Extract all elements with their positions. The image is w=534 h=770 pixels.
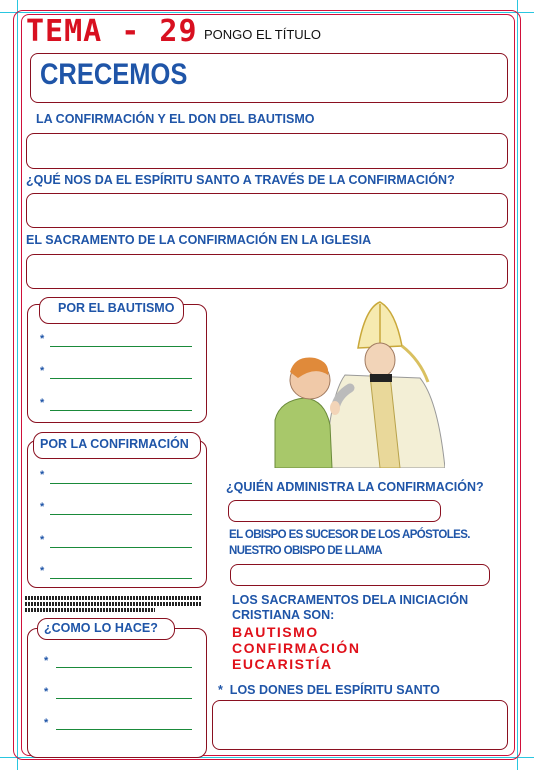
sacramento-item: EUCARISTÍA xyxy=(232,656,333,672)
question-quien: ¿QUIÉN ADMINISTRA LA CONFIRMACIÓN? xyxy=(226,480,484,494)
page-title: CRECEMOS xyxy=(40,58,188,91)
bautismo-label: POR EL BAUTISMO xyxy=(58,301,175,315)
bullet: * xyxy=(40,469,45,481)
write-line[interactable] xyxy=(56,729,192,730)
write-line[interactable] xyxy=(50,410,192,411)
bullet: * xyxy=(40,333,45,345)
question-1: LA CONFIRMACIÓN Y EL DON DEL BAUTISMO xyxy=(36,112,315,126)
header-instruction: PONGO EL TÍTULO xyxy=(204,27,322,42)
tema-title: TEMA - 29 xyxy=(26,14,198,49)
bullet: * xyxy=(44,655,49,667)
sacramento-item: BAUTISMO xyxy=(232,624,319,640)
answer-box-obispo[interactable] xyxy=(230,564,490,586)
write-line[interactable] xyxy=(50,346,192,347)
answer-box-quien[interactable] xyxy=(228,500,441,522)
write-line[interactable] xyxy=(50,578,192,579)
sacramento-item: CONFIRMACIÓN xyxy=(232,640,361,656)
write-line[interactable] xyxy=(50,547,192,548)
answer-box-dones[interactable] xyxy=(212,700,508,750)
write-line[interactable] xyxy=(50,378,192,379)
confirmacion-label: POR LA CONFIRMACIÓN xyxy=(40,437,189,451)
como-label: ¿COMO LO HACE? xyxy=(44,621,158,635)
write-line[interactable] xyxy=(50,514,192,515)
bullet: * xyxy=(40,397,45,409)
bullet: * xyxy=(44,686,49,698)
bullet: * xyxy=(44,717,49,729)
dotted-divider xyxy=(25,596,201,600)
question-3: EL SACRAMENTO DE LA CONFIRMACIÓN EN LA IGLESIA xyxy=(26,233,372,247)
como-box xyxy=(27,628,207,758)
obispo-line1: EL OBISPO ES SUCESOR DE LOS APÓSTOLES. xyxy=(229,529,470,541)
dotted-divider xyxy=(25,608,155,612)
answer-box-3[interactable] xyxy=(26,254,508,289)
sacramentos-line1: LOS SACRAMENTOS DELA INICIACIÓN xyxy=(232,593,469,607)
dones-label: * LOS DONES DEL ESPÍRITU SANTO xyxy=(218,683,440,697)
bishop-confirmation-illustration xyxy=(270,300,445,468)
write-line[interactable] xyxy=(56,667,192,668)
bullet: * xyxy=(40,365,45,377)
sacramentos-line2: CRISTIANA SON: xyxy=(232,608,335,622)
obispo-line2: NUESTRO OBISPO DE LLAMA xyxy=(229,545,382,557)
bullet: * xyxy=(40,565,45,577)
bullet: * xyxy=(40,501,45,513)
write-line[interactable] xyxy=(56,698,192,699)
answer-box-1[interactable] xyxy=(26,133,508,169)
write-line[interactable] xyxy=(50,483,192,484)
dotted-divider xyxy=(25,602,201,606)
answer-box-2[interactable] xyxy=(26,193,508,228)
bullet: * xyxy=(40,534,45,546)
question-2: ¿QUÉ NOS DA EL ESPÍRITU SANTO A TRAVÉS DE LA CONFIRMACIÓN? xyxy=(26,173,455,187)
